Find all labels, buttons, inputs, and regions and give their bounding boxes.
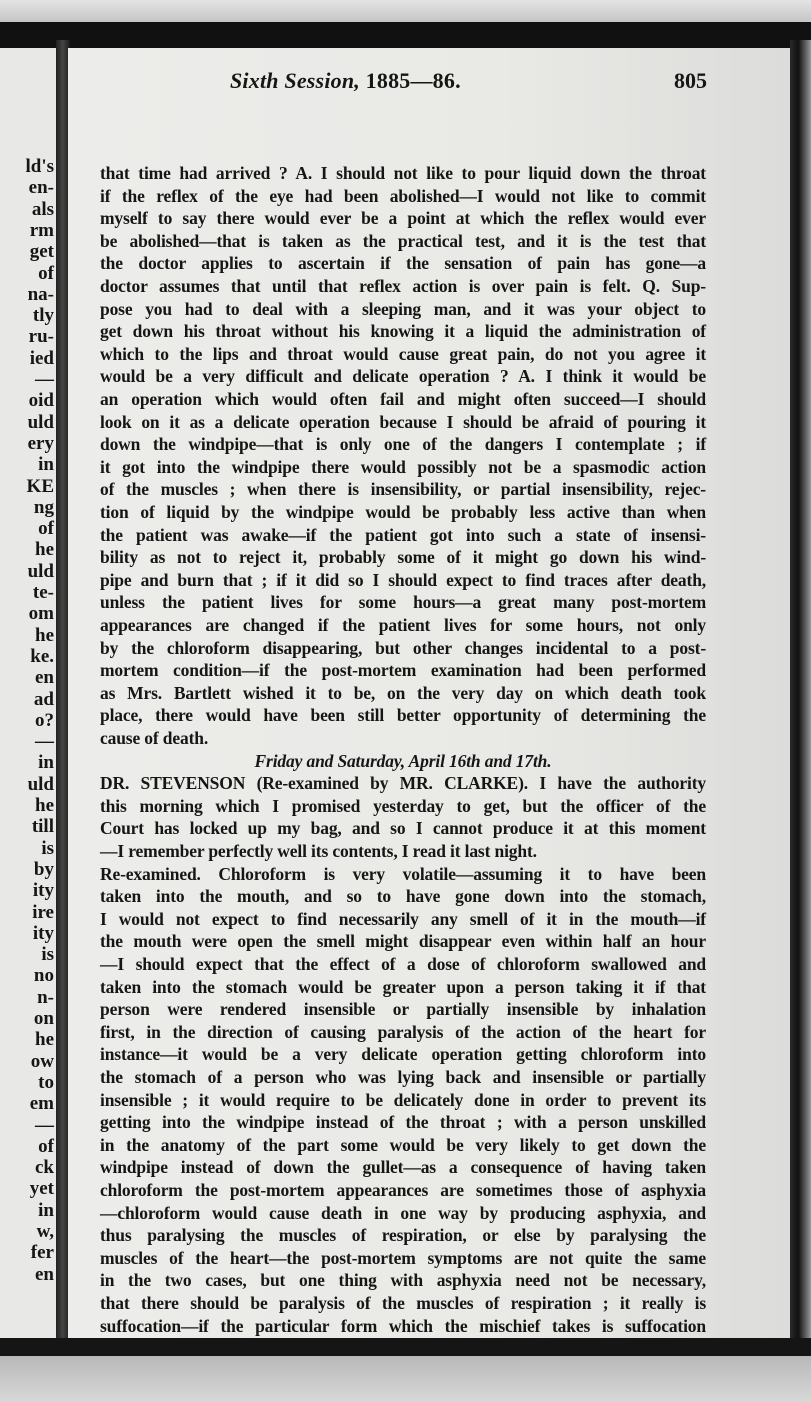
text-line: taken into the stomach would be greater upon a person taking it if that	[100, 976, 706, 997]
text-line: Re-examined. Chloroform is very volatile—assuming it to have been	[100, 863, 706, 884]
facing-page-fragment: ity	[32, 880, 54, 902]
facing-page-fragment: is	[41, 944, 54, 966]
page-right-edge	[790, 40, 811, 1346]
text-line: instance—it would be a very delicate operation getting chloroform into	[100, 1044, 706, 1065]
film-frame-bottom	[0, 1338, 811, 1356]
facing-page-fragment: w,	[36, 1221, 54, 1242]
facing-page-fragment: get	[29, 241, 54, 263]
facing-page-fragment: in	[38, 752, 54, 774]
facing-page-fragment: rm	[29, 219, 54, 241]
facing-page-fragment: en-	[28, 177, 54, 199]
facing-page-fragment: of	[38, 518, 54, 540]
text-line: that time had arrived ? A. I should not like to pour liquid down the throat	[100, 163, 706, 183]
facing-page-fragment: he	[35, 539, 54, 561]
text-line: place, there would have been still better opportunity of determining the	[100, 705, 706, 726]
text-line: it got into the windpipe there would possibly not be a spasmodic action	[100, 456, 706, 477]
text-line: —chloroform would cause death in one way by producing asphyxia, and	[100, 1202, 706, 1223]
text-line: in the anatomy of the part some would be very likely to get down the	[100, 1134, 706, 1155]
facing-page-fragment: ru-	[28, 326, 54, 348]
facing-page-fragment: of	[38, 262, 54, 284]
facing-page-fragment: uld	[27, 560, 54, 582]
facing-page-fragment: —	[35, 1114, 54, 1136]
text-line: first, in the direction of causing paralysis of the action of the heart for	[100, 1021, 706, 1042]
facing-page-fragment: oid	[28, 390, 54, 412]
text-line: I would not expect to find necessarily any smell of it in the mouth—if	[100, 908, 706, 929]
text-line: appearances are changed if the patient lives for some hours, not only	[100, 615, 706, 635]
facing-page-fragment: fer	[30, 1242, 54, 1264]
text-line: down the windpipe—that is only one of the dangers I contemplate ; if	[100, 434, 706, 455]
text-line: this morning which I promised yesterday to get, but the officer of the	[100, 795, 706, 816]
facing-page-fragment: on	[33, 1008, 54, 1029]
facing-page-fragment: o?	[35, 709, 54, 731]
facing-page-edge	[0, 48, 58, 1338]
facing-page-fragment: ity	[32, 922, 54, 944]
facing-page-fragment: ire	[32, 901, 54, 923]
facing-page-fragment: —	[35, 731, 54, 753]
facing-page-fragment: in	[38, 1199, 54, 1221]
text-line: if the reflex of the eye had been abolished—I would not like to commit	[100, 185, 706, 206]
facing-page-fragment: als	[31, 198, 54, 220]
text-line: windpipe instead of down the gullet—as a consequence of having taken	[100, 1157, 706, 1178]
facing-page-fragment: KE	[26, 475, 54, 497]
running-years: 1885—86.	[365, 68, 461, 93]
text-line: person were rendered insensible or partially insensible by inhalation	[100, 999, 706, 1020]
text-line: pipe and burn that ; if it did so I should expect to find traces after death,	[100, 569, 706, 590]
text-line: taken into the mouth, and so to have gone down into the stomach,	[100, 886, 706, 907]
facing-page-fragment: ery	[27, 432, 54, 454]
text-line: DR. STEVENSON (Re-examined by MR. CLARKE). I have the authority	[100, 773, 706, 794]
film-frame-top	[0, 22, 811, 48]
text-line: —I should expect that the effect of a dose of chloroform swallowed and	[100, 954, 706, 974]
text-line: as Mrs. Bartlett wished it to be, on the very day on which death took	[100, 682, 706, 703]
facing-page-fragment: by	[33, 858, 54, 880]
text-line: look on it as a delicate operation because I should be afraid of pouring it	[100, 411, 706, 432]
facing-page-fragment: te-	[32, 582, 54, 603]
facing-page-fragment: tly	[32, 305, 54, 327]
running-head	[230, 68, 461, 94]
facing-page-fragment: om	[28, 603, 54, 625]
text-line: thus paralysing the muscles of respiration, or else by paralysing the	[100, 1225, 706, 1246]
running-title: Sixth Session,	[230, 68, 360, 93]
text-line: the mouth were open the smell might disappear even within half an hour	[100, 931, 706, 952]
facing-page-fragment: en	[35, 667, 54, 689]
facing-page-fragment: na-	[27, 283, 54, 305]
facing-page-fragment: ck	[35, 1157, 54, 1179]
facing-page-fragment: ng	[33, 496, 54, 518]
text-line: bility as not to reject it, probably some of it might go down his wind-	[100, 547, 706, 568]
facing-page-fragment: he	[35, 1029, 54, 1051]
facing-page-fragment: to	[38, 1071, 54, 1093]
text-line: by the chloroform disappearing, but other changes incidental to a post-	[100, 637, 706, 658]
facing-page-fragment: yet	[29, 1178, 54, 1200]
text-line: suffocation—if the particular form which the mischief takes is suffocation	[100, 1315, 706, 1336]
text-line: which to the lips and throat would cause great pain, do not you agree it	[100, 343, 706, 364]
facing-page-fragment: is	[41, 837, 54, 859]
text-line: unless the patient lives for some hours—a great many post-mortem	[100, 592, 706, 613]
text-line: doctor assumes that until that reflex action is over pain is felt. Q. Sup-	[100, 276, 706, 296]
text-line: —I remember perfectly well its contents, I read it last night.	[100, 841, 537, 861]
text-line: chloroform the post-mortem appearances are sometimes those of asphyxia	[100, 1180, 706, 1200]
text-line: the doctor applies to ascertain if the sensation of pain has gone—a	[100, 253, 706, 274]
facing-page-fragment: in	[38, 454, 54, 476]
scan-bottom-edge	[0, 1356, 811, 1402]
facing-page-fragment: of	[38, 1135, 54, 1157]
facing-page-fragment: uld	[27, 773, 54, 795]
facing-page-fragment: n-	[37, 986, 54, 1008]
text-line: tion of liquid by the windpipe would be probably less active than when	[100, 502, 706, 522]
facing-page-fragment: he	[35, 795, 54, 816]
page-number: 805	[674, 68, 707, 93]
facing-page-fragment: he	[35, 624, 54, 646]
text-line: getting into the windpipe instead of the throat ; with a person unskilled	[100, 1112, 706, 1133]
text-line: would be a very difficult and delicate operation ? A. I think it would be	[100, 366, 706, 387]
text-line: pose you had to deal with a sleeping man, and it was your object to	[100, 298, 706, 319]
facing-page-fragment: em	[29, 1093, 54, 1115]
facing-page-fragment: till	[31, 816, 54, 838]
text-line: cause of death.	[100, 728, 209, 748]
text-line: Friday and Saturday, April 16th and 17th.	[254, 750, 552, 771]
text-line: myself to say there would ever be a point at which the reflex would ever	[100, 208, 706, 229]
text-line: the stomach of a person who was lying back and insensible or partially	[100, 1067, 706, 1087]
facing-page-fragment: —	[35, 369, 54, 390]
facing-page-fragment: ad	[33, 688, 54, 710]
text-line: get down his throat without his knowing it a liquid the administration of	[100, 321, 706, 342]
facing-page-fragment: no	[33, 965, 54, 987]
facing-page-fragment: ke.	[30, 645, 54, 667]
text-line: in the two cases, but one thing with asphyxia need not be necessary,	[100, 1270, 706, 1291]
facing-page-fragment: uld	[27, 411, 54, 433]
facing-page-fragment: ow	[30, 1050, 54, 1072]
facing-page-fragment: ld's	[25, 156, 54, 177]
text-line: Court has locked up my bag, and so I cannot produce it at this moment	[100, 818, 706, 839]
text-line: an operation which would often fail and might often succeed—I should	[100, 389, 706, 409]
text-line: the patient was awake—if the patient got into such a state of insensi-	[100, 524, 706, 545]
text-line: mortem condition—if the post-mortem examination had been performed	[100, 660, 706, 681]
text-line: be abolished—that is taken as the practical test, and it is the test that	[100, 230, 706, 251]
text-line: of the muscles ; when there is insensibility, or partial insensibility, rejec-	[100, 479, 706, 500]
text-line: insensible ; it would require to be delicately done in order to prevent its	[100, 1089, 706, 1110]
text-line: that there should be paralysis of the muscles of respiration ; it really is	[100, 1293, 706, 1313]
text-line: muscles of the heart—the post-mortem symptoms are not quite the same	[100, 1247, 706, 1268]
facing-page-fragment: en	[35, 1263, 54, 1285]
facing-page-fragment: ied	[29, 347, 54, 369]
